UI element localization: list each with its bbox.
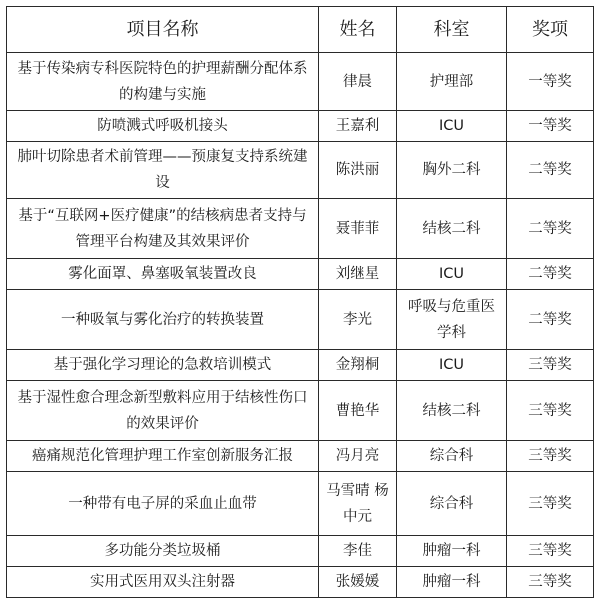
cell-award: 一等奖 [507,53,594,111]
header-name: 姓名 [319,7,397,53]
cell-project: 实用式医用双头注射器 [7,567,319,598]
cell-award: 三等奖 [507,472,594,536]
cell-department: 综合科 [397,441,507,472]
cell-name: 冯月亮 [319,441,397,472]
cell-project: 雾化面罩、鼻塞吸氧装置改良 [7,259,319,290]
cell-name: 律晨 [319,53,397,111]
table-row [7,567,594,598]
cell-department: ICU [397,259,507,290]
table-row [7,53,594,111]
cell-project: 基于湿性愈合理念新型敷料应用于结核性伤口的效果评价 [7,381,319,441]
cell-department: 肿瘤一科 [397,536,507,567]
cell-name: 陈洪丽 [319,142,397,199]
table-row [7,259,594,290]
cell-department: 护理部 [397,53,507,111]
cell-award: 二等奖 [507,199,594,259]
header-project: 项目名称 [7,7,319,53]
table-row [7,472,594,536]
table-row [7,536,594,567]
cell-name: 刘继星 [319,259,397,290]
cell-award: 二等奖 [507,142,594,199]
cell-name: 王嘉利 [319,111,397,142]
cell-department: ICU [397,111,507,142]
table-row [7,142,594,199]
cell-project: 基于强化学习理论的急救培训模式 [7,350,319,381]
cell-department: 呼吸与危重医学科 [397,290,507,350]
cell-award: 一等奖 [507,111,594,142]
award-table [6,6,594,598]
cell-project: 肺叶切除患者术前管理——预康复支持系统建设 [7,142,319,199]
cell-project: 一种带有电子屏的采血止血带 [7,472,319,536]
cell-award: 三等奖 [507,381,594,441]
cell-name: 曹艳华 [319,381,397,441]
cell-name: 金翔桐 [319,350,397,381]
cell-department: 结核二科 [397,199,507,259]
table-row [7,441,594,472]
cell-award: 二等奖 [507,259,594,290]
cell-project: 基于传染病专科医院特色的护理薪酬分配体系的构建与实施 [7,53,319,111]
header-row [7,7,594,53]
cell-name: 张媛媛 [319,567,397,598]
table-row [7,350,594,381]
cell-name: 聂菲菲 [319,199,397,259]
header-department: 科室 [397,7,507,53]
table-row [7,111,594,142]
cell-award: 三等奖 [507,441,594,472]
cell-name: 李佳 [319,536,397,567]
cell-project: 防喷溅式呼吸机接头 [7,111,319,142]
cell-award: 三等奖 [507,536,594,567]
cell-department: 综合科 [397,472,507,536]
table-row [7,290,594,350]
header-award: 奖项 [507,7,594,53]
cell-name: 马雪晴 杨中元 [319,472,397,536]
cell-project: 多功能分类垃圾桶 [7,536,319,567]
cell-award: 三等奖 [507,350,594,381]
cell-department: 胸外二科 [397,142,507,199]
cell-department: ICU [397,350,507,381]
table-row [7,381,594,441]
cell-project: 一种吸氧与雾化治疗的转换装置 [7,290,319,350]
cell-project: 癌痛规范化管理护理工作室创新服务汇报 [7,441,319,472]
cell-department: 肿瘤一科 [397,567,507,598]
cell-name: 李光 [319,290,397,350]
table-row [7,199,594,259]
cell-department: 结核二科 [397,381,507,441]
cell-award: 三等奖 [507,567,594,598]
cell-award: 二等奖 [507,290,594,350]
cell-project: 基于“互联网+医疗健康”的结核病患者支持与管理平台构建及其效果评价 [7,199,319,259]
